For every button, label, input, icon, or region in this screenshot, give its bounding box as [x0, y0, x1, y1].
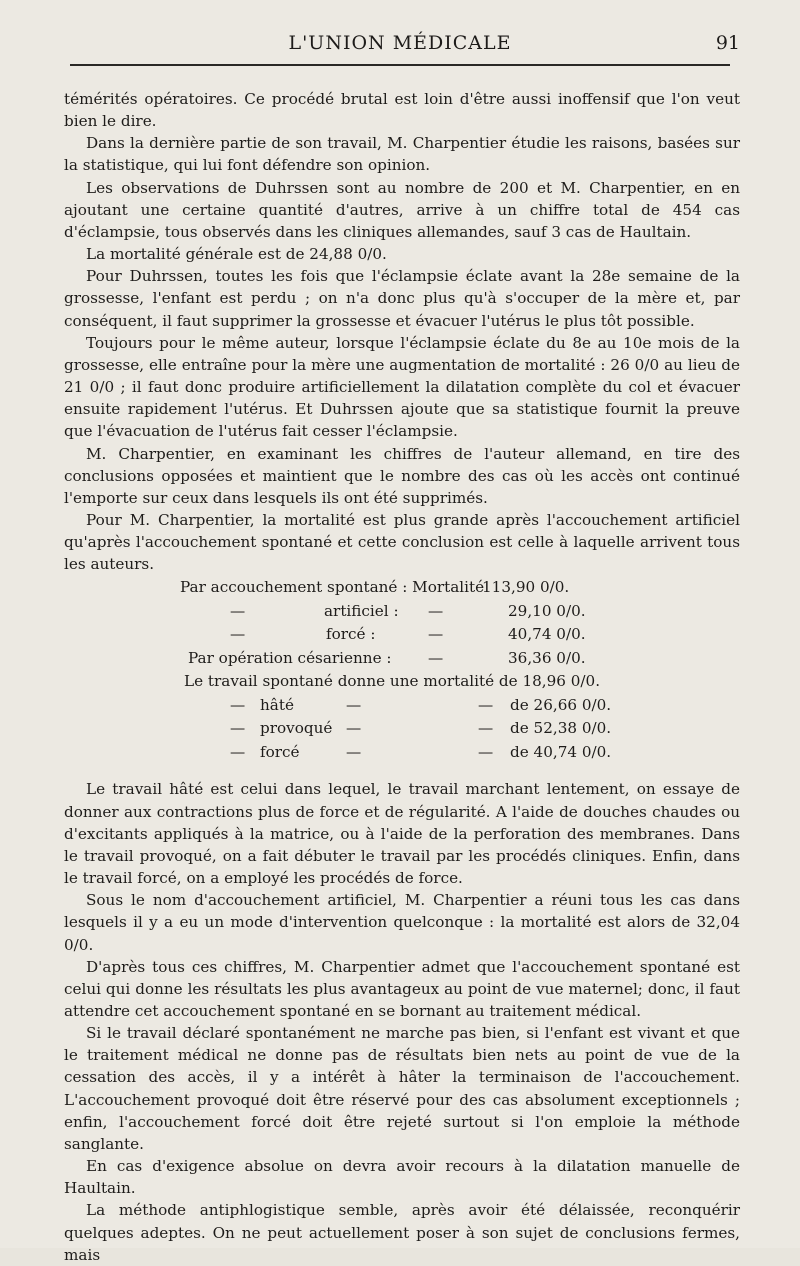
stats-text: Le travail spontané donne une mortalité de 18,96 0/0.	[184, 672, 601, 691]
paragraph: La mortalité générale est de 24,88 0/0.	[86, 245, 387, 264]
ditto-dash: —	[346, 742, 362, 761]
stats-label: forcé :	[326, 625, 376, 644]
ditto-dash: —	[428, 601, 444, 620]
paragraph: M. Charpentier, en examinant les chiffres de l'auteur allemand, en tire des conclusions opposées et maintient que le nombre des cas où les accès ont continué l'emporte sur ceux dans lesquels ils ont été supprimés.	[64, 444, 740, 507]
paragraph: La méthode antiphlogistique semble, après avoir été délaissée, reconquérir quelques adeptes. On ne peut actuellement poser à son sujet de conclusions fermes, mais	[64, 1201, 740, 1264]
ditto-dash: —	[230, 719, 246, 738]
ditto-dash: —	[478, 695, 494, 714]
paragraph: En cas d'exigence absolue on devra avoir recours à la dilatation manuelle de Haultain.	[64, 1157, 740, 1198]
stats-row	[64, 694, 740, 718]
ditto-dash: —	[428, 625, 444, 644]
paragraph: Sous le nom d'accouchement artificiel, M. Charpentier a réuni tous les cas dans lesquels il y a eu un mode d'intervention quelconque : la mortalité est alors de 32,04 0/0.	[64, 891, 740, 954]
stats-label: artificiel :	[324, 601, 399, 620]
ditto-dash: —	[230, 695, 246, 714]
ditto-dash: —	[230, 625, 246, 644]
mortality-statistics	[64, 576, 740, 764]
stats-row	[64, 670, 740, 694]
stats-label: Par opération césarienne :	[188, 648, 392, 667]
ditto-dash: —	[230, 742, 246, 761]
stats-label: hâté	[260, 695, 294, 714]
ditto-dash: —	[346, 695, 362, 714]
paragraph: Pour Duhrssen, toutes les fois que l'éclampsie éclate avant la 28e semaine de la grossesse, l'enfant est perdu ; on n'a donc plus qu'à s'occuper de la mère et, par conséquent, il faut supprimer la grossesse et évacuer l'utérus le plus tôt possible.	[64, 267, 740, 330]
stats-value: 40,74 0/0.	[508, 625, 586, 644]
running-header	[60, 32, 740, 60]
paragraph: témérités opératoires. Ce procédé brutal est loin d'être aussi inoffensif que l'on veut bien le dire.	[64, 90, 740, 131]
paragraph: Pour M. Charpentier, la mortalité est plus grande après l'accouchement artificiel qu'après l'accouchement spontané et cette conclusion est celle à laquelle arrivent tous les auteurs.	[64, 510, 740, 574]
ditto-dash: —	[230, 601, 246, 620]
stats-value: de 26,66 0/0.	[510, 695, 612, 714]
paragraph: Les observations de Duhrssen sont au nombre de 200 et M. Charpentier, en en ajoutant une certaine quantité d'autres, arrive à un chiffre total de 454 cas d'éclampsie, tous observés dans les cliniques allemandes, sauf 3 cas de Haultain.	[64, 178, 740, 241]
paragraph: Toujours pour le même auteur, lorsque l'éclampsie éclate du 8e au 10e mois de la grossesse, elle entraîne pour la mère une augmentation de mortalité : 26 0/0 au lieu de 21 0/0 ; il faut donc produire artificiellement la dilatation complète du col et évacuer ensuite rapidement l'utérus. Et Duhrssen ajoute que sa statistique fournit la preuve que l'évacuation de l'utérus fait cesser l'éclampsie.	[64, 333, 740, 441]
page-number: 91	[715, 32, 740, 54]
paragraph: Dans la dernière partie de son travail, M. Charpentier étudie les raisons, basées sur la statistique, qui lui font défendre son opinion.	[64, 134, 740, 175]
ditto-dash: —	[478, 719, 494, 738]
stats-row	[64, 576, 740, 600]
ditto-dash: —	[346, 719, 362, 738]
stats-value: 36,36 0/0.	[508, 648, 586, 667]
paragraph: Le travail hâté est celui dans lequel, le travail marchant lentement, on essaye de donner aux contractions plus de force et de régularité. A l'aide de douches chaudes ou d'excitants appliqués à la matrice, ou à l'aide de la perforation des membranes. Dans le travail provoqué, on a fait débuter le travail par les procédés cliniques. Enfin, dans le travail forcé, on a employé les procédés de force.	[64, 780, 740, 888]
paragraph: D'après tous ces chiffres, M. Charpentier admet que l'accouchement spontané est celui qui donne les résultats les plus avantageux au point de vue maternel; donc, il faut attendre cet accouchement spontané en se bornant au traitement médical.	[64, 957, 740, 1020]
paragraph: Si le travail déclaré spontanément ne marche pas bien, si l'enfant est vivant et que le traitement médical ne donne pas de résultats bien nets au point de vue de la cessation des accès, il y a intérêt à hâter la terminaison de l'accouchement. L'accouchement provoqué doit être réservé pour des cas absolument exceptionnels ; enfin, l'accouchement forcé doit être rejeté surtout si l'on emploie la méthode sanglante.	[64, 1024, 740, 1153]
stats-label: Par accouchement spontané : Mortalité	[180, 578, 485, 597]
ditto-dash: —	[428, 648, 444, 667]
ditto-dash: —	[478, 742, 494, 761]
stats-row	[64, 647, 740, 671]
stats-row	[64, 600, 740, 624]
stats-row	[64, 623, 740, 647]
header-rule	[70, 64, 730, 66]
article-body	[64, 88, 740, 1266]
stats-row	[64, 717, 740, 741]
stats-value: de 40,74 0/0.	[510, 742, 612, 761]
stats-label: forcé	[260, 742, 300, 761]
stats-value: 113,90 0/0.	[482, 578, 570, 597]
stats-row	[64, 741, 740, 765]
stats-value: de 52,38 0/0.	[510, 719, 612, 738]
stats-label: provoqué	[260, 719, 333, 738]
stats-value: 29,10 0/0.	[508, 601, 586, 620]
journal-title: L'UNION MÉDICALE	[288, 32, 512, 54]
